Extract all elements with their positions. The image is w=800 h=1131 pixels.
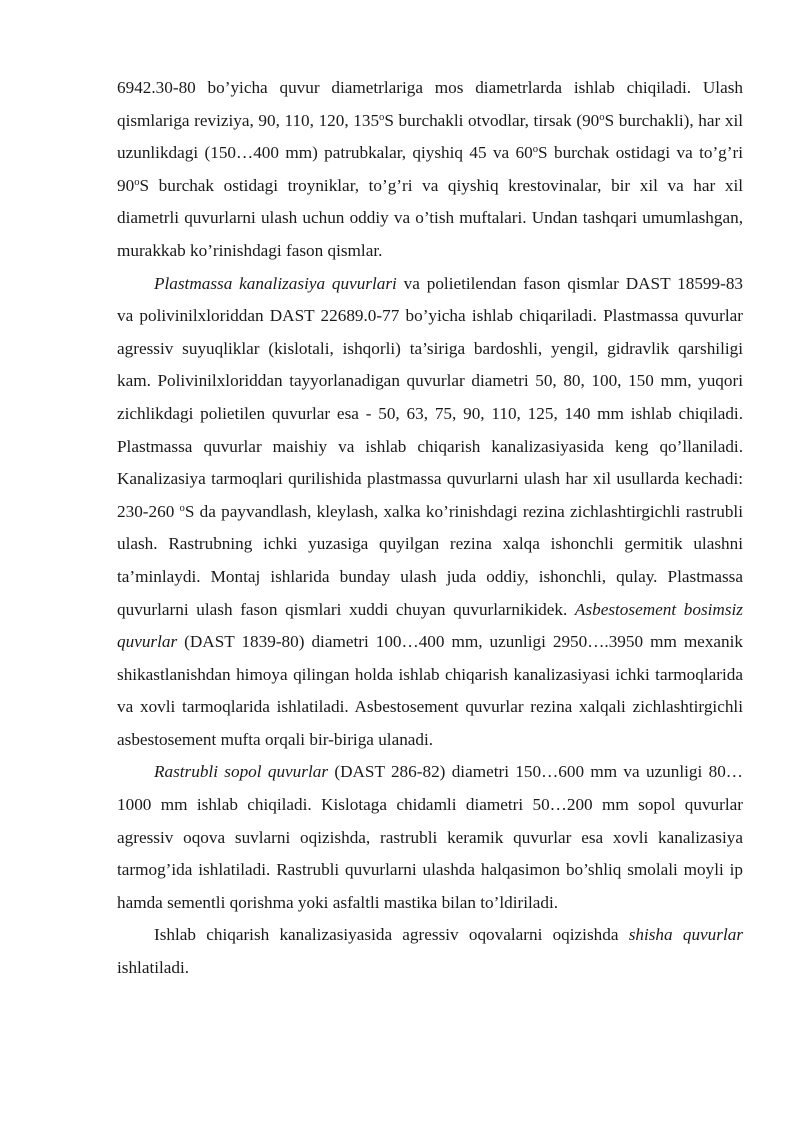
paragraph-glass-pipes	[117, 919, 743, 984]
paragraph-text: (DAST 1839-80) diametri 100…400 mm, uzunligi 2950….3950 mm mexanik shikastlanishdan himoya qilingan holda ishlab chiqarish kanalizasiyasi ichki tarmoqlarida va xovli tarmoqlarida ishlatiladi. Asbestosement quvurlar rezina xalqali zichlashtirgichli asbestosement mufta orqali bir-biriga ulanadi.	[117, 632, 743, 749]
italic-term: Asbestosement bosimsiz quvurlar	[117, 599, 743, 652]
paragraph-text: 6942.30-80 bo’yicha quvur diametrlariga mos diametrlarda ishlab chiqiladi. Ulash qismlariga reviziya, 90, 110, 120, 135	[117, 78, 743, 130]
paragraph-text: S burchak ostidagi troyniklar, to’g’ri va qiyshiq krestovinalar, bir xil va har xil diametrli quvurlarni ulash uchun oddiy va o’tish muftalari. Undan tashqari umumlashgan, murakkab ko’rinishdagi fason qismlar.	[117, 175, 743, 260]
paragraph-plastic-pipes	[117, 268, 743, 757]
italic-term: Plastmassa kanalizasiya quvurlari	[154, 273, 397, 293]
italic-term: Rastrubli sopol quvurlar	[154, 762, 329, 782]
paragraph-text: S burchak ostidagi va to’g’ri 90	[117, 143, 743, 195]
paragraph-text: (DAST 286-82) diametri 150…600 mm va uzunligi 80…1000 mm ishlab chiqiladi. Kislotaga chidamli diametri 50…200 mm sopol quvurlar agressiv oqova suvlarni oqizishda, rastrubli keramik quvurlar esa xovli kanalizasiya tarmog’ida ishlatiladi. Rastrubli quvurlarni ulashda halqasimon bo’shliq smolali moyli ip hamda sementli qorishma yoki asfaltli mastika bilan to’ldiriladi.	[117, 762, 743, 912]
paragraph-pipe-fittings	[117, 72, 743, 268]
paragraph-text: S burchakli otvodlar, tirsak (90	[384, 110, 600, 130]
paragraph-text: S da payvandlash, kleylash, xalka ko’rinishdagi rezina zichlashtirgichli rastrubli ulash. Rastrubning ichki yuzasiga quyilgan rezina xalqa ishonchli germitik ulashni ta’minlaydi. Montaj ishlarida bunday ulash juda oddiy, ishonchli, qulay. Plastmassa quvurlarni ulash fason qismlari xuddi chuyan quvurlarnikidek.	[117, 501, 743, 619]
paragraph-ceramic-pipes	[117, 756, 743, 919]
document-body	[117, 72, 743, 985]
paragraph-text: va polietilendan fason qismlar DAST 18599-83 va polivinilxloriddan DAST 22689.0-77 bo’yicha ishlab chiqariladi. Plastmassa quvurlar agressiv suyuqliklar (kislotali, ishqorli) ta’siriga bardoshli, yengil, gidravlik qarshiligi kam. Polivinilxloriddan tayyorlanadigan quvurlar diametri 50, 80, 100, 150 mm, yuqori zichlikdagi polietilen quvurlar esa - 50, 63, 75, 90, 110, 125, 140 mm ishlab chiqiladi. Plastmassa quvurlar maishiy va ishlab chiqarish kanalizasiyasida keng qo’llaniladi. Kanalizasiya tarmoqlari qurilishida plastmassa quvurlarni ulash har xil usullarda kechadi: 230-260	[117, 273, 744, 521]
italic-term: shisha quvurlar	[628, 925, 744, 945]
degree-superscript: o	[134, 176, 140, 188]
paragraph-text: Ishlab chiqarish kanalizasiyasida agressiv oqovalarni oqizishda	[154, 925, 629, 945]
degree-superscript: o	[179, 502, 185, 514]
degree-superscript: o	[379, 111, 385, 123]
degree-superscript: o	[599, 111, 605, 123]
paragraph-text: S burchakli), har xil uzunlikdagi (150…400 mm) patrubkalar, qiyshiq 45 va 60	[117, 110, 744, 163]
degree-superscript: o	[532, 144, 539, 156]
paragraph-text: ishlatiladi.	[117, 958, 190, 978]
